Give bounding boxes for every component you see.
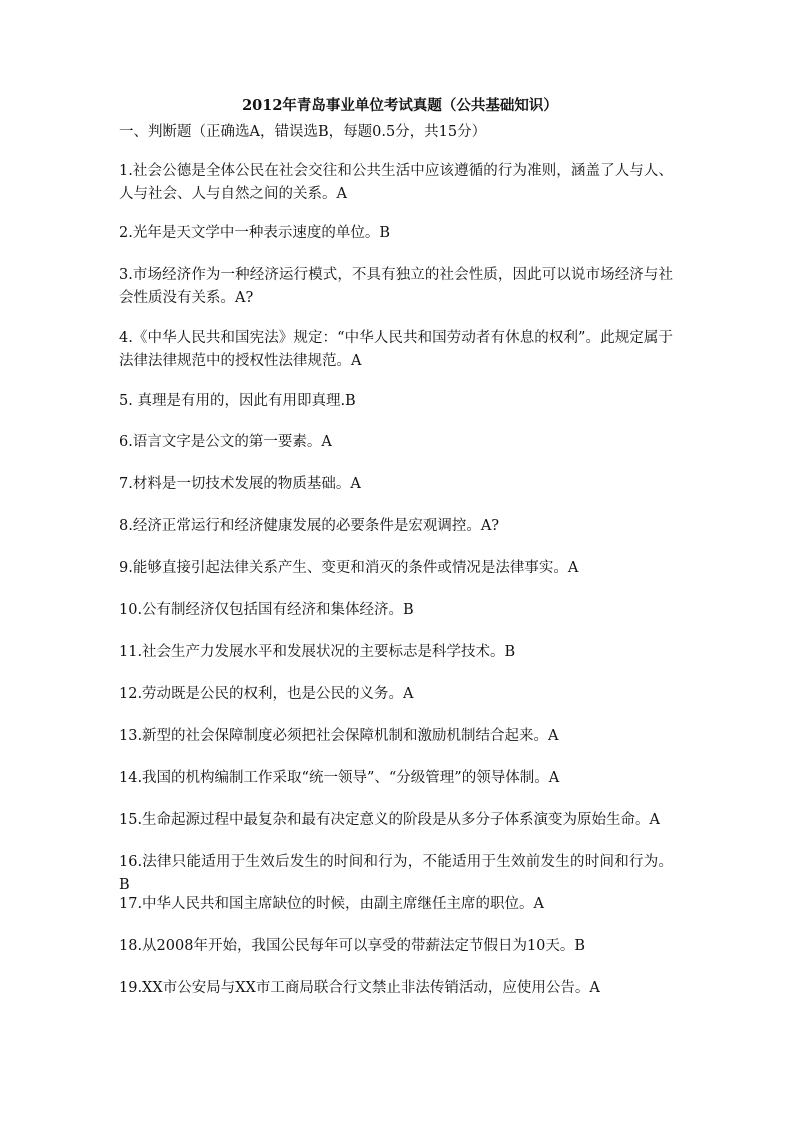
section-heading: 一、判断题（正确选A，错误选B，每题0.5分，共15分） [119, 124, 487, 140]
question-2: 2.光年是天文学中一种表示速度的单位。B [119, 225, 390, 241]
question-10: 10.公有制经济仅包括国有经济和集体经济。B [119, 602, 414, 618]
document-title: 2012年青岛事业单位考试真题（公共基础知识） [242, 97, 558, 114]
question-3: 3.市场经济作为一种经济运行模式，不具有独立的社会性质，因此可以说市场经济与社会性质没有关系。A? [119, 267, 673, 306]
question-12: 12.劳动既是公民的权利，也是公民的义务。A [119, 686, 414, 702]
question-16: 16.法律只能适用于生效后发生的时间和行为，不能适用于生效前发生的时间和行为。B [119, 854, 673, 893]
question-1: 1.社会公德是全体公民在社会交往和公共生活中应该遵循的行为准则，涵盖了人与人、人与社会、人与自然之间的关系。A [119, 163, 673, 202]
question-13: 13.新型的社会保障制度必须把社会保障机制和激励机制结合起来。A [119, 728, 559, 744]
question-18: 18.从2008年开始，我国公民每年可以享受的带薪法定节假日为10天。B [119, 938, 586, 954]
question-17: 17.中华人民共和国主席缺位的时候，由副主席继任主席的职位。A [119, 896, 545, 912]
question-9: 9.能够直接引起法律关系产生、变更和消灭的条件或情况是法律事实。A [119, 560, 579, 576]
question-6: 6.语言文字是公文的第一要素。A [119, 434, 332, 450]
question-8: 8.经济正常运行和经济健康发展的必要条件是宏观调控。A? [119, 518, 500, 534]
question-4: 4.《中华人民共和国宪法》规定：“中华人民共和国劳动者有休息的权利”。此规定属于法律法律规范中的授权性法律规范。A [119, 330, 673, 369]
question-14: 14.我国的机构编制工作采取“统一领导”、“分级管理”的领导体制。A [119, 770, 560, 786]
question-7: 7.材料是一切技术发展的物质基础。A [119, 476, 361, 492]
question-11: 11.社会生产力发展水平和发展状况的主要标志是科学技术。B [119, 644, 516, 660]
question-19: 19.XX市公安局与XX市工商局联合行文禁止非法传销活动，应使用公告。A [119, 980, 600, 996]
question-15: 15.生命起源过程中最复杂和最有决定意义的阶段是从多分子体系演变为原始生命。A [119, 812, 661, 828]
question-5: 5. 真理是有用的，因此有用即真理.B [119, 393, 356, 409]
